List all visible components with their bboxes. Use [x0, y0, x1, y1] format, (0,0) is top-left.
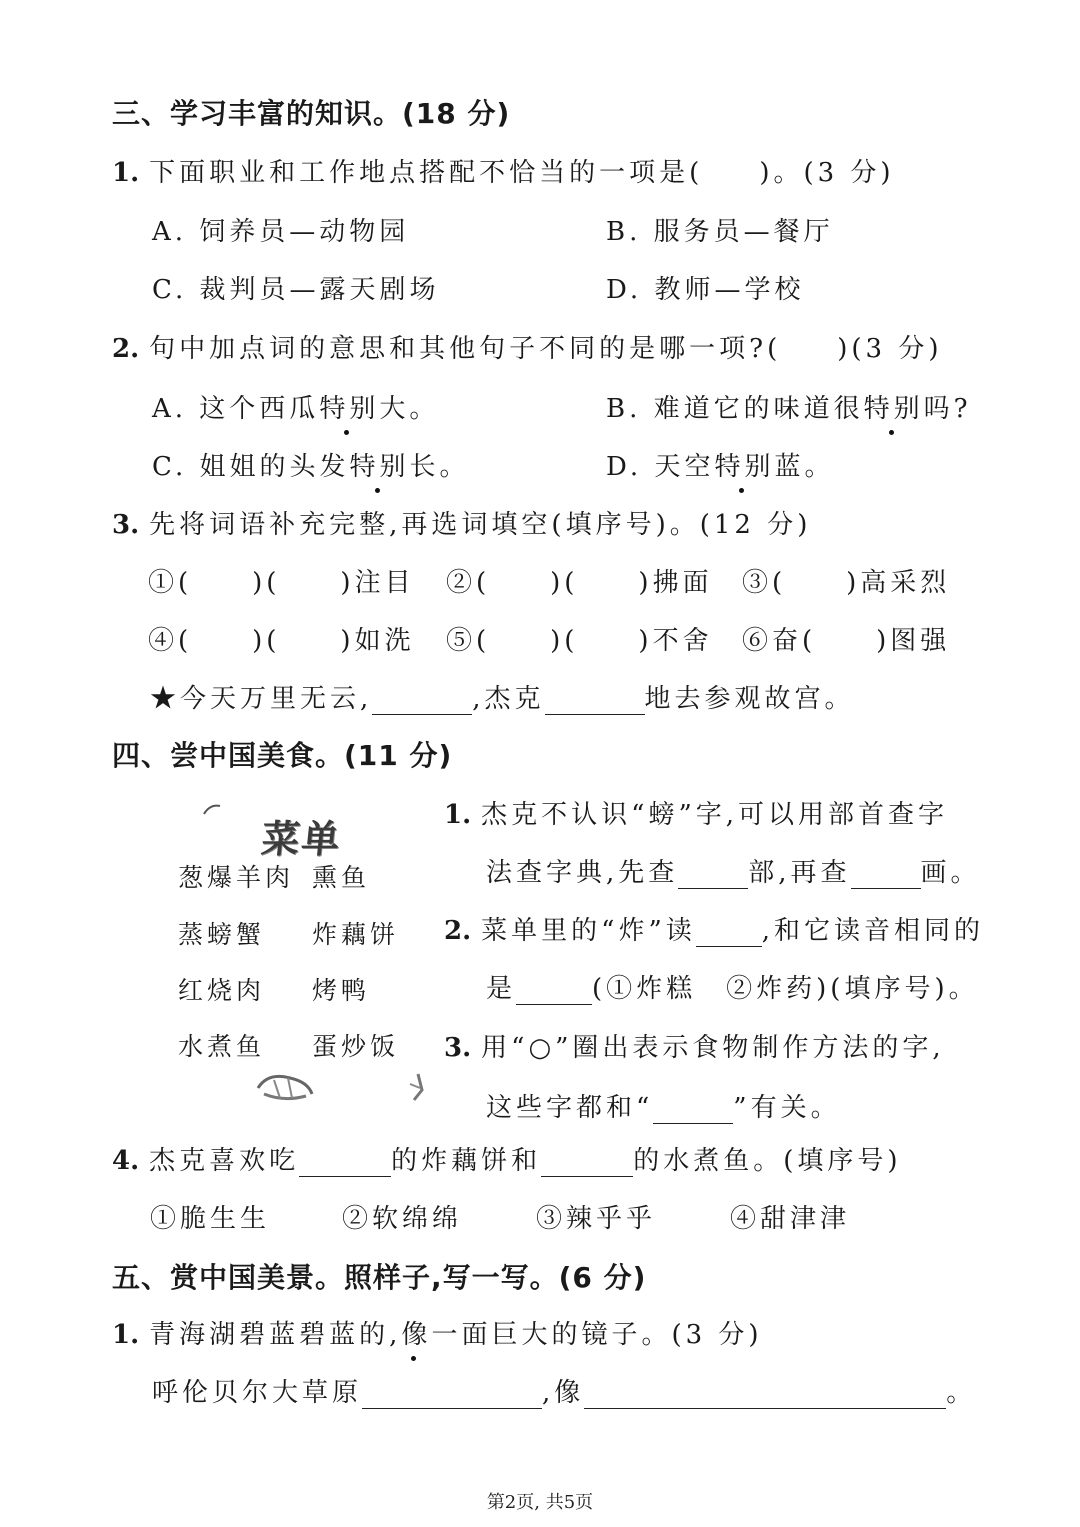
answer-blank[interactable]: [541, 1150, 633, 1177]
idiom-3[interactable]: ③( )高采烈: [742, 568, 951, 598]
section4-question2-line1: 2. 菜单里的“炸”读 ,和它读音相同的: [444, 916, 985, 946]
section5-question1: 1. 青海湖碧蓝碧蓝的,像一面巨大的镜子。(3 分): [112, 1314, 763, 1351]
dotted-word: 特别: [319, 388, 379, 425]
leaf-sketch-icon: [404, 1070, 434, 1104]
menu-item: 蒸螃蟹: [178, 920, 266, 949]
choice-2[interactable]: ②软绵绵: [342, 1204, 463, 1234]
menu-item: 葱爆羊肉: [178, 863, 295, 892]
option-c[interactable]: C. 裁判员—露天剧场: [152, 275, 440, 305]
answer-blank[interactable]: [584, 1382, 946, 1409]
choice-1[interactable]: ①脆生生: [150, 1204, 271, 1234]
idiom-6[interactable]: ⑥奋( )图强: [742, 626, 951, 656]
dotted-word: 特别: [864, 388, 924, 425]
fill-sentence: ★今天万里无云, ,杰克 地去参观故宫。: [150, 684, 855, 714]
question-number: 3.: [112, 510, 140, 540]
section4-question3-line1: 3. 用“○”圈出表示食物制作方法的字,: [444, 1033, 945, 1063]
menu-title: 菜单: [259, 816, 345, 861]
menu-item: 烤鸭: [312, 976, 371, 1005]
choice-3[interactable]: ③辣乎乎: [536, 1204, 657, 1234]
menu-item: 蛋炒饭: [312, 1032, 400, 1061]
idiom-4[interactable]: ④( )( )如洗: [148, 626, 415, 656]
answer-blank[interactable]: [299, 1150, 391, 1177]
answer-blank[interactable]: [372, 688, 472, 715]
bowl-sketch-icon: [250, 1058, 320, 1106]
section4-question1-line1: 1. 杰克不认识“螃”字,可以用部首查字: [444, 800, 949, 830]
dotted-word: 特别: [350, 446, 410, 483]
question-number: 1.: [112, 1320, 140, 1350]
menu-item: 熏鱼: [312, 863, 371, 892]
section4-question2-line2: 是 (①炸糕 ②炸药)(填序号)。: [486, 974, 979, 1004]
question-number: 2.: [112, 334, 140, 364]
menu-item: 红烧肉: [178, 976, 266, 1005]
option-b[interactable]: B. 难道它的味道很特别吗?: [606, 388, 972, 425]
option-d[interactable]: D. 教师—学校: [606, 275, 805, 305]
section3-question3: 3. 先将词语补充完整,再选词填空(填序号)。(12 分): [112, 510, 812, 540]
answer-blank[interactable]: [516, 978, 592, 1005]
idiom-1[interactable]: ①( )( )注目: [148, 568, 415, 598]
idiom-5[interactable]: ⑤( )( )不舍: [446, 626, 713, 656]
question-number: 4.: [112, 1146, 140, 1176]
option-d[interactable]: D. 天空特别蓝。: [606, 446, 834, 483]
answer-blank[interactable]: [696, 920, 762, 947]
section3-question1: 1. 下面职业和工作地点搭配不恰当的一项是( )。(3 分): [112, 158, 895, 188]
dotted-word: 像: [401, 1314, 431, 1351]
menu-item: 水煮鱼: [178, 1032, 266, 1061]
section4-question4: 4. 杰克喜欢吃 的炸藕饼和 的水煮鱼。(填序号): [112, 1146, 902, 1176]
answer-blank[interactable]: [851, 862, 921, 889]
idiom-2[interactable]: ②( )( )拂面: [446, 568, 713, 598]
option-b[interactable]: B. 服务员—餐厅: [606, 217, 834, 247]
option-a[interactable]: A. 饲养员—动物园: [152, 217, 410, 247]
decoration-mark: [200, 800, 224, 820]
choice-4[interactable]: ④甜津津: [730, 1204, 851, 1234]
option-c[interactable]: C. 姐姐的头发特别长。: [152, 446, 470, 483]
section5-answer-line: 呼伦贝尔大草原 ,像 。: [152, 1378, 977, 1408]
option-a[interactable]: A. 这个西瓜特别大。: [152, 388, 439, 425]
section4-question1-line2: 法查字典,先查 部,再查 画。: [486, 858, 981, 888]
section5-title: 五、赏中国美景。照样子,写一写。(6 分): [112, 1261, 647, 1294]
question-number: 1.: [112, 158, 140, 188]
section3-title: 三、学习丰富的知识。(18 分): [112, 97, 511, 130]
answer-blank[interactable]: [653, 1097, 733, 1124]
section3-question2: 2. 句中加点词的意思和其他句子不同的是哪一项?( )(3 分): [112, 334, 943, 364]
answer-blank[interactable]: [362, 1382, 542, 1409]
page-footer: 第2页, 共5页: [486, 1492, 594, 1513]
menu-item: 炸藕饼: [312, 920, 400, 949]
dotted-word: 特别: [714, 446, 774, 483]
answer-blank[interactable]: [545, 688, 645, 715]
answer-blank[interactable]: [678, 862, 748, 889]
question-number: 3.: [444, 1033, 472, 1063]
section4-question3-line2: 这些字都和“ ”有关。: [486, 1093, 841, 1123]
question-number: 1.: [444, 800, 472, 830]
question-number: 2.: [444, 916, 472, 946]
section4-title: 四、尝中国美食。(11 分): [112, 739, 453, 772]
